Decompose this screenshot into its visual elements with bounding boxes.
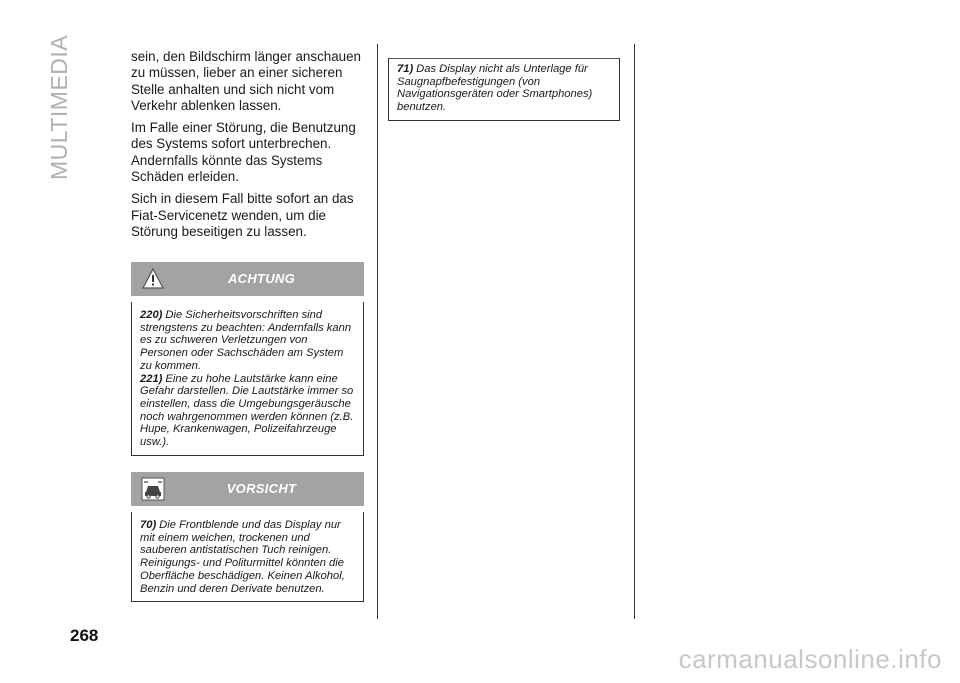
warning-box	[131, 262, 364, 456]
entry-text: Eine zu hohe Lautstärke kann eine Gefahr darstellen. Die Lautstärke immer so einstellen, dass die Umgebungsgeräusche noch wahrgenommen werden können (z.B. Hupe, Krankenwagen, Polizeifahrzeuge usw.).	[140, 372, 354, 449]
column-divider-left	[377, 44, 378, 619]
entry-number: 221)	[140, 372, 163, 385]
entry-text: Die Frontblende und das Display nur mit einem weichen, trockenen und sauberen antistatischen Tuch reinigen. Reinigungs- und Politurmittel könnten die Oberfläche beschädigen. Keinen Alkohol, Benzin und deren Derivate benutzen.	[140, 519, 345, 595]
chapter-title: MULTIMEDIA	[46, 34, 72, 180]
note-entry	[397, 63, 614, 114]
entry-number: 71)	[397, 63, 414, 75]
watermark: carmanualsonline.info	[678, 644, 942, 674]
entry-number: 70)	[140, 519, 157, 531]
warning-entry	[140, 309, 358, 373]
caution-label: VORSICHT	[226, 481, 297, 496]
paragraph-3: Sich in diesem Fall bitte sofort an das Fiat-Servicenetz wenden, um die Störung beseitigen zu lassen.	[131, 191, 354, 239]
warning-entry	[140, 373, 358, 449]
warning-header	[131, 262, 364, 296]
warning-label: ACHTUNG	[227, 271, 296, 286]
paragraph-2: Im Falle einer Störung, die Benutzung des Systems sofort unterbrechen. Andernfalls könnte das Systems Schäden erleiden.	[131, 120, 356, 185]
entry-text: Das Display nicht als Unterlage für Saugnapfbefestigungen (von Navigationsgeräten oder Smartphones) benutzen.	[397, 63, 593, 114]
paragraph-1: sein, den Bildschirm länger anschauen zu müssen, lieber an einer sicheren Stelle anhalten und sich nicht vom Verkehr ablenken lassen.	[131, 49, 362, 113]
caution-entry	[140, 519, 358, 595]
body-text-column	[131, 49, 363, 246]
entry-number: 220)	[140, 309, 163, 321]
note-box	[388, 58, 620, 121]
page-number: 268	[70, 626, 99, 645]
warning-body	[131, 302, 364, 456]
caution-header	[131, 472, 364, 506]
caution-box	[131, 472, 364, 602]
caution-body	[131, 512, 364, 602]
entry-text: Die Sicherheitsvorschriften sind strengstens zu beachten: Andernfalls kann es zu schweren Verletzungen von Personen oder Sachschäden am System zu kommen.	[140, 309, 352, 372]
column-divider-right	[634, 44, 635, 619]
